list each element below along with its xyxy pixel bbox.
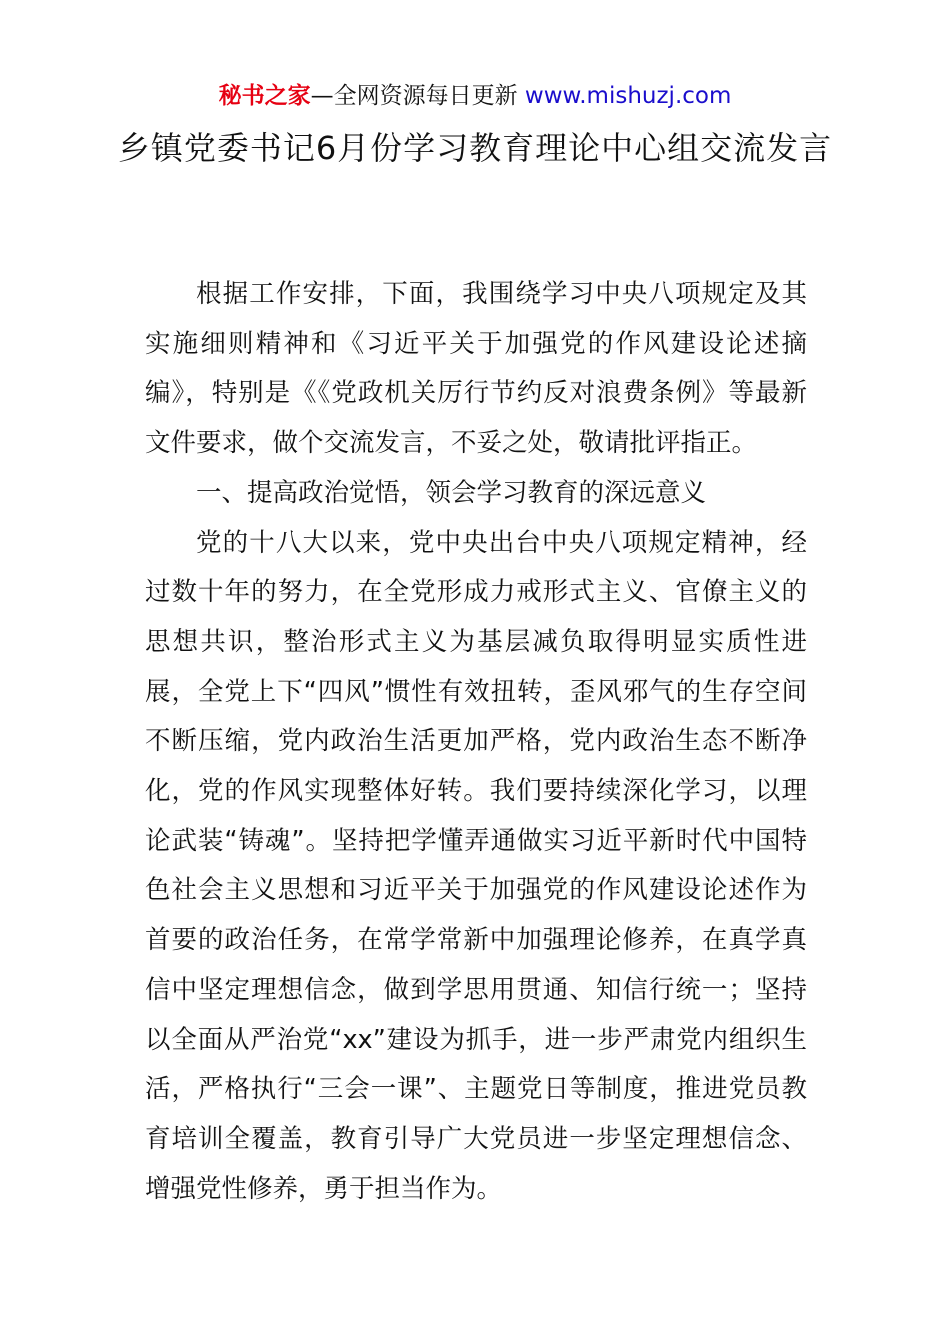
paragraph-intro: 根据工作安排，下面，我围绕学习中央八项规定及其实施细则精神和《习近平关于加强党的作风建设论述摘编》，特别是《《党政机关厉行节约反对浪费条例》等最新文件要求，做个交流发言，不妥之处，敬请批评指正。 [145, 279, 807, 459]
document-body [145, 270, 807, 1214]
document-title: 乡镇党委书记6月份学习教育理论中心组交流发言 [117, 129, 833, 167]
section-heading-1: 一、提高政治觉悟，领会学习教育的深远意义 [196, 477, 707, 508]
header-tagline: —全网资源每日更新 [310, 83, 525, 109]
site-header [0, 80, 950, 112]
site-url[interactable]: www.mishuzj.com [524, 83, 732, 109]
brand-name: 秘书之家 [218, 83, 311, 109]
paragraph-section-1: 党的十八大以来，党中央出台中央八项规定精神，经过数十年的努力，在全党形成力戒形式主义、官僚主义的思想共识，整治形式主义为基层减负取得明显实质性进展，全党上下“四风”惯性有效扭转，歪风邪气的生存空间不断压缩，党内政治生活更加严格，党内政治生态不断净化，党的作风实现整体好转。我们要持续深化学习，以理论武装“铸魂”。坚持把学懂弄通做实习近平新时代中国特色社会主义思想和习近平关于加强党的作风建设论述作为首要的政治任务，在常学常新中加强理论修养，在真学真信中坚定理想信念，做到学思用贯通、知信行统一；坚持以全面从严治党“xx”建设为抓手，进一步严肃党内组织生活，严格执行“三会一课”、主题党日等制度，推进党员教育培训全覆盖，教育引导广大党员进一步坚定理想信念、增强党性修养，勇于担当作为。 [145, 527, 807, 1204]
